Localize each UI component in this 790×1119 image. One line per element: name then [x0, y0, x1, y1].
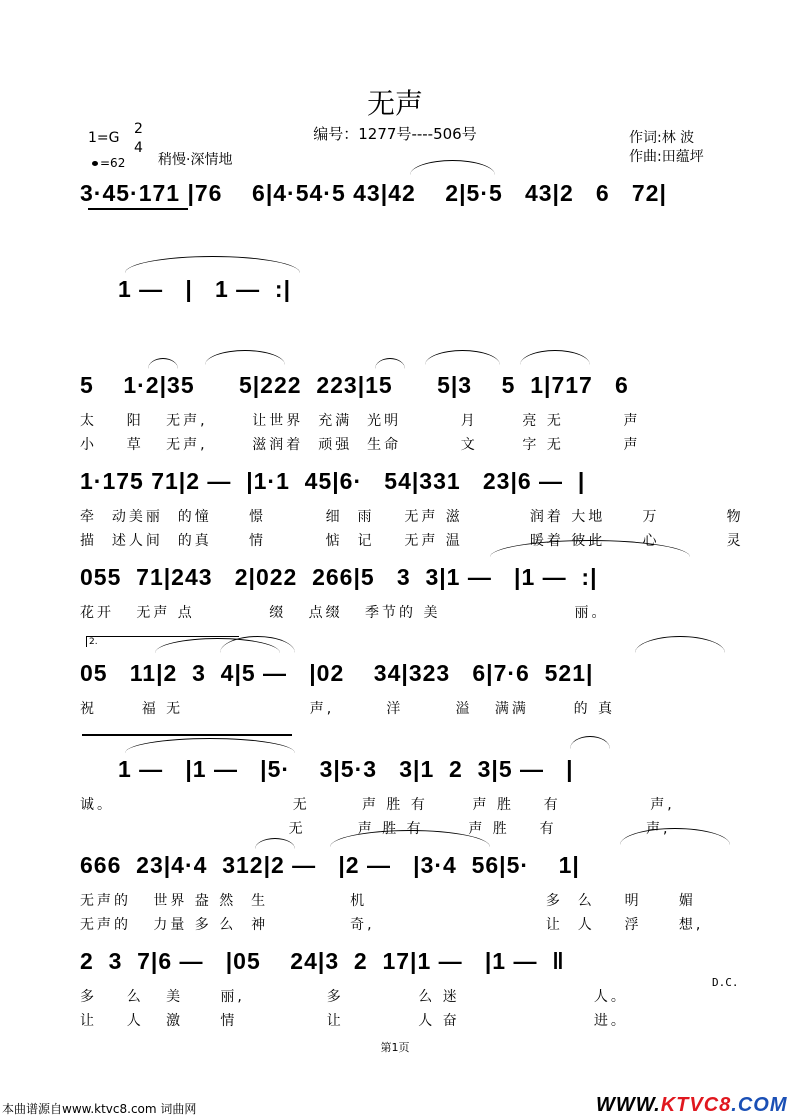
credits — [629, 129, 704, 167]
tie — [205, 350, 285, 365]
tie — [410, 160, 495, 175]
notation: 3·45·171 |76 6|4·54·5 43|42 2|5·5 43|2 6 72| — [80, 180, 667, 206]
da-capo-marking: D.C. — [712, 976, 739, 989]
tie — [520, 350, 590, 365]
lyric-verse-1: 多 么 美 丽, 多 么 迷 人。 — [80, 989, 628, 1005]
volta-bracket: 2. — [86, 636, 239, 647]
tie — [125, 738, 295, 753]
notation: 055 71|243 2|022 266|5 3 3|1 — |1 — :| — [80, 564, 598, 590]
key-signature: 1=G — [88, 130, 120, 146]
notation: 1 — | 1 — :| — [118, 276, 292, 302]
notation: 1·175 71|2 — |1·1 45|6· 54|331 23|6 — | — [80, 468, 586, 494]
beam — [88, 208, 188, 210]
composer: 作曲:田蕴坪 — [629, 149, 704, 165]
lyric-verse-1: 太 阳 无声, 让世界 充满 光明 月 亮 无 声 — [80, 413, 641, 429]
page-number: 第1页 — [380, 1041, 410, 1054]
lyric-verse-2: 描 述人间 的真 情 惦 记 无声 温 暖着 彼此 心 灵 — [80, 533, 744, 549]
time-bottom: 4 — [134, 140, 143, 156]
performance-style: 稍慢·深情地 — [158, 152, 233, 168]
tie — [570, 736, 610, 749]
lyric-verse-2: 让 人 激 情 让 人 奋 进。 — [80, 1013, 628, 1029]
notation: 1 — |1 — |5· 3|5·3 3|1 2 3|5 — | — [118, 756, 574, 782]
lyric-verse-2: 无 声 胜 有 声 胜 有 声, — [80, 821, 671, 837]
lyric-verse-2: 无声的 力量 多 么 神 奇, 让 人 浮 想, — [80, 917, 704, 933]
notation: 5 1·2|35 5|222 223|15 5|3 5 1|717 6 — [80, 372, 629, 398]
song-title: 无声 — [366, 87, 423, 120]
tie — [125, 256, 300, 273]
lyric-verse-2: 小 草 无声, 滋润着 顽强 生命 文 字 无 声 — [80, 437, 641, 453]
lyric-verse-1: 牵 动美丽 的憧 憬 细 雨 无声 滋 润着 大地 万 物 — [80, 509, 744, 525]
source-note: 本曲谱源自www.ktvc8.com 词曲网 — [2, 1102, 197, 1116]
tie — [375, 358, 405, 369]
site-logo[interactable] — [596, 1094, 788, 1117]
notation: 2 3 7|6 — |05 24|3 2 17|1 — |1 — ‖ — [80, 948, 565, 974]
tie — [635, 636, 725, 653]
tempo-value: =62 — [100, 156, 126, 170]
logo-part-www: WWW. — [596, 1094, 661, 1116]
serial-number: 编号：1277号----506号 — [313, 125, 477, 143]
logo-part-com: .COM — [731, 1094, 788, 1116]
time-signature — [134, 120, 143, 158]
tempo-marking — [92, 156, 125, 170]
lyricist: 作词:林 波 — [629, 130, 695, 146]
tie — [425, 350, 500, 365]
logo-part-brand: KTVC8 — [660, 1094, 732, 1116]
tie — [148, 358, 178, 369]
lyric-verse-1: 花开 无声 点 缀 点缀 季节的 美 丽。 — [80, 605, 609, 621]
tie — [255, 838, 295, 849]
slur-bracket — [82, 734, 292, 736]
lyric-verse-1: 祝 福 无 声, 洋 溢 满满 的 真 — [80, 701, 616, 717]
notation: 05 11|2 3 4|5 — |02 34|323 6|7·6 521| — [80, 660, 594, 686]
lyric-verse-1: 诚。 无 声 胜 有 声 胜 有 声, — [80, 797, 675, 813]
notation: 666 23|4·4 312|2 — |2 — |3·4 56|5· 1| — [80, 852, 580, 878]
lyric-verse-1: 无声的 世界 盎 然 生 机 多 么 明 媚 — [80, 893, 696, 909]
quarter-note-icon — [92, 161, 98, 166]
time-top: 2 — [134, 121, 143, 137]
